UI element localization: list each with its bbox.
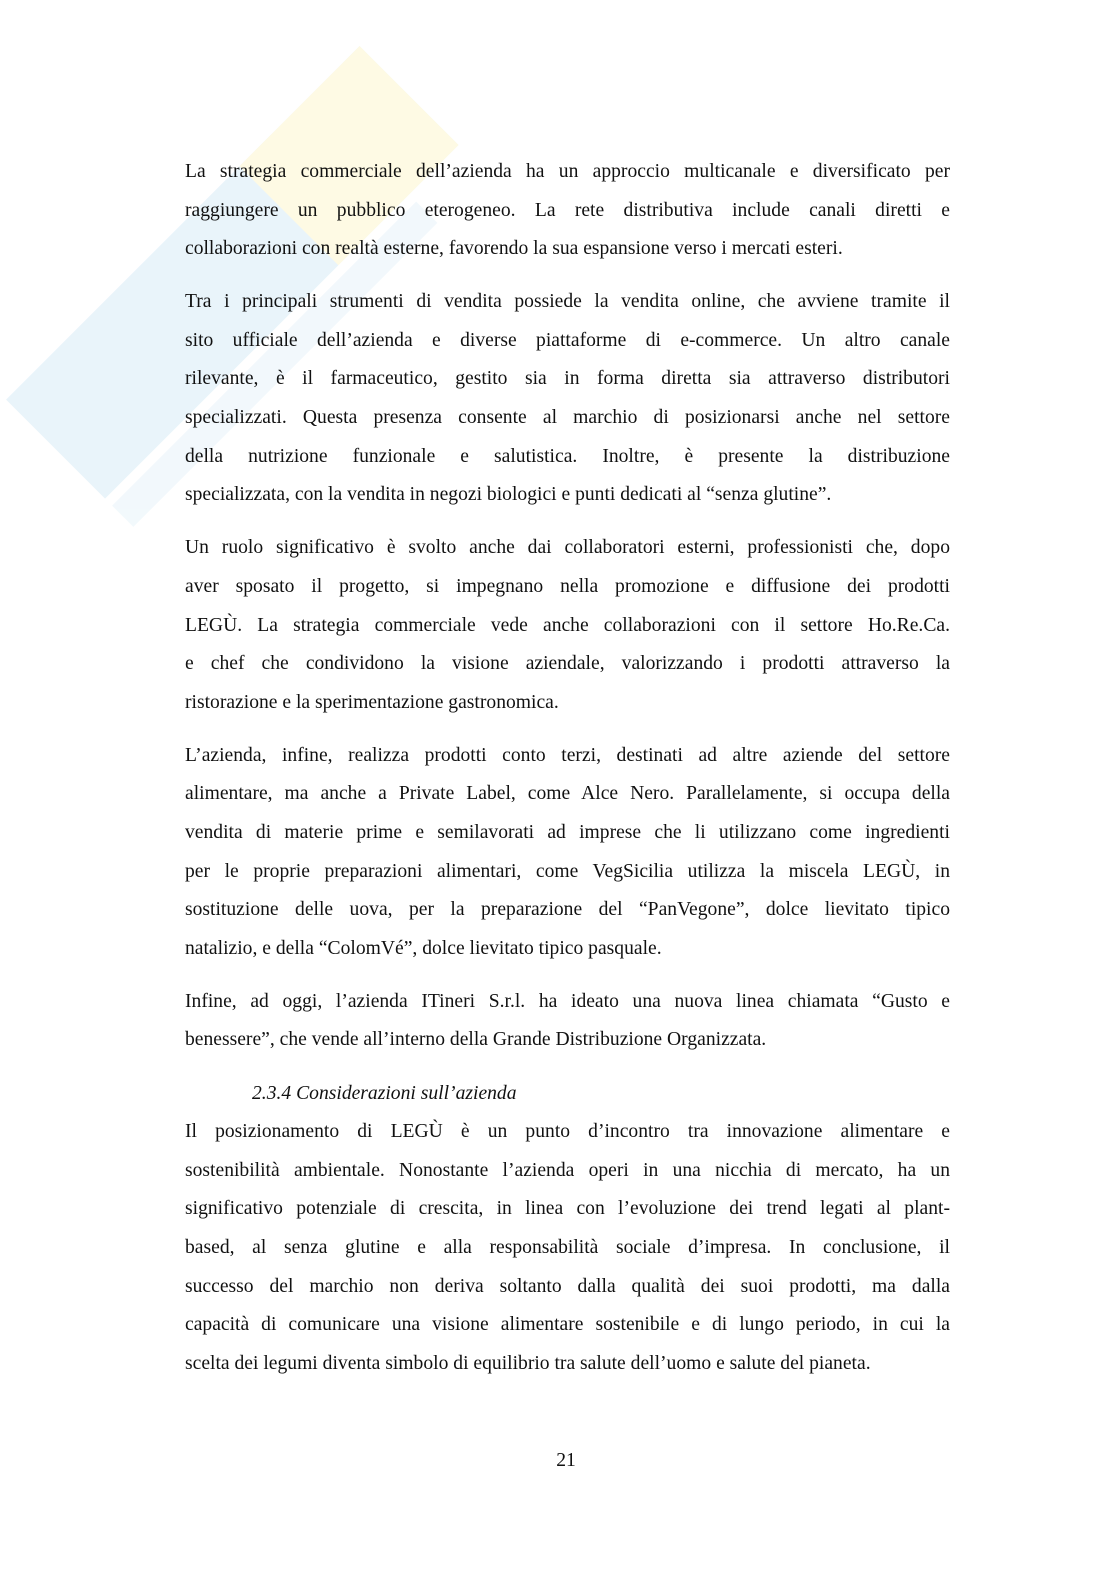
text-line: significativo potenziale di crescita, in linea con l’evoluzione dei trend legati al plant-: [185, 1198, 950, 1220]
page-number: 21: [556, 1450, 576, 1471]
text-line: ristorazione e la sperimentazione gastronomica.: [185, 691, 559, 713]
text-line: based, al senza glutine e alla responsabilità sociale d’impresa. In conclusione, il: [185, 1236, 950, 1258]
paragraph: [185, 153, 950, 269]
text-line: specializzata, con la vendita in negozi biologici e punti dedicati al “senza glutine”.: [185, 484, 832, 506]
paragraph: [185, 283, 950, 515]
text-line: L’azienda, infine, realizza prodotti conto terzi, destinati ad altre aziende del settore: [185, 744, 950, 766]
text-line: Il posizionamento di LEGÙ è un punto d’incontro tra innovazione alimentare e: [185, 1121, 950, 1143]
text-line: benessere”, che vende all’interno della Grande Distribuzione Organizzata.: [185, 1029, 767, 1051]
text-line: raggiungere un pubblico eterogeneo. La rete distributiva include canali diretti e: [185, 199, 950, 221]
text-line: della nutrizione funzionale e salutistica. Inoltre, è presente la distribuzione: [185, 445, 950, 467]
text-line: aver sposato il progetto, si impegnano nella promozione e diffusione dei prodotti: [185, 575, 950, 597]
text-line: LEGÙ. La strategia commerciale vede anche collaborazioni con il settore Ho.Re.Ca.: [185, 614, 950, 636]
text-line: Tra i principali strumenti di vendita possiede la vendita online, che avviene tramite il: [185, 291, 950, 313]
text-line: La strategia commerciale dell’azienda ha un approccio multicanale e diversificato per: [185, 161, 950, 182]
text-line: Infine, ad oggi, l’azienda ITineri S.r.l. ha ideato una nuova linea chiamata “Gusto e: [185, 990, 950, 1012]
text-line: e chef che condividono la visione aziendale, valorizzando i prodotti attraverso la: [185, 653, 950, 675]
text-line: specializzati. Questa presenza consente al marchio di posizionarsi anche nel settore: [185, 407, 950, 429]
text-line: rilevante, è il farmaceutico, gestito sia in forma diretta sia attraverso distributori: [185, 368, 950, 390]
text-line: alimentare, ma anche a Private Label, come Alce Nero. Parallelamente, si occupa della: [185, 783, 950, 805]
text-line: vendita di materie prime e semilavorati ad imprese che li utilizzano come ingredienti: [185, 822, 950, 843]
text-line: Un ruolo significativo è svolto anche dai collaboratori esterni, professionisti che, dopo: [185, 537, 950, 559]
paragraph: [185, 1113, 950, 1383]
text-line: capacità di comunicare una visione alimentare sostenibile e di lungo periodo, in cui la: [185, 1314, 950, 1336]
text-line: successo del marchio non deriva soltanto dalla qualità dei suoi prodotti, ma dalla: [185, 1275, 950, 1297]
text-line: per le proprie preparazioni alimentari, come VegSicilia utilizza la miscela LEGÙ, in: [185, 860, 950, 882]
document-body: [185, 153, 950, 1398]
paragraph: [185, 737, 950, 969]
paragraph: [185, 983, 950, 1060]
text-line: collaborazioni con realtà esterne, favorendo la sua espansione verso i mercati esteri.: [185, 238, 843, 260]
text-line: sostituzione delle uova, per la preparazione del “PanVegone”, dolce lievitato tipico: [185, 899, 950, 921]
text-line: sostenibilità ambientale. Nonostante l’azienda operi in una nicchia di mercato, ha un: [185, 1159, 950, 1181]
section-heading: 2.3.4 Considerazioni sull’azienda: [252, 1082, 517, 1104]
text-line: natalizio, e della “ColomVé”, dolce lievitato tipico pasquale.: [185, 937, 662, 959]
paragraph: [185, 529, 950, 722]
text-line: scelta dei legumi diventa simbolo di equilibrio tra salute dell’uomo e salute del pianeta.: [185, 1352, 871, 1374]
text-line: sito ufficiale dell’azienda e diverse piattaforme di e-commerce. Un altro canale: [185, 329, 950, 351]
